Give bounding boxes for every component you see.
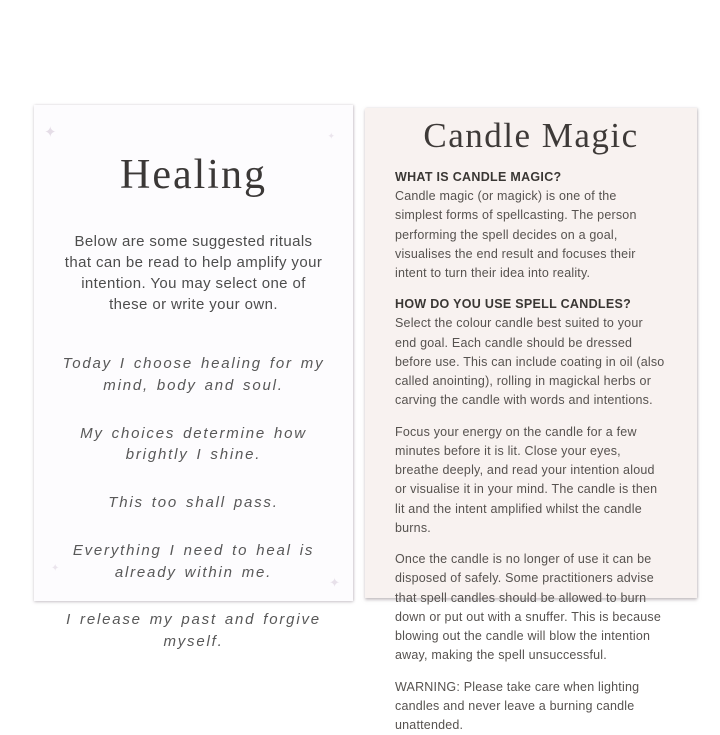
section-heading-how-to-use-spell-candles: HOW DO YOU USE SPELL CANDLES? [395, 297, 667, 311]
section-paragraph: Focus your energy on the candle for a few minutes before it is lit. Close your eyes, breathe deeply, and read your intention aloud or visualise it in your mind. The candle is then lit and the intent amplified whilst the candle burns. [395, 423, 667, 539]
section-paragraph: Candle magic (or magick) is one of the simplest forms of spellcasting. The person performing the spell decides on a goal, visualises the end result and focuses their intent to turn their idea into reality. [395, 187, 667, 283]
section-paragraph: Once the candle is no longer of use it can be disposed of safely. Some practitioners advise that spell candles should be allowed to burn down or put out with a snuffer. This is because blowing out the candle will blow the intention away, making the spell unsuccessful. [395, 550, 667, 666]
affirmation-2: My choices determine how brightly I shine. [60, 423, 327, 467]
affirmation-5: I release my past and forgive myself. [60, 609, 327, 653]
section-heading-what-is-candle-magic: WHAT IS CANDLE MAGIC? [395, 170, 667, 184]
candle-magic-card [365, 108, 697, 598]
warning-text: WARNING: Please take care when lighting candles and never leave a burning candle unattended. [395, 678, 667, 735]
affirmation-1: Today I choose healing for my mind, body and soul. [60, 353, 327, 397]
healing-card-intro: Below are some suggested rituals that can be read to help amplify your intention. You may select one of these or write your own. [60, 231, 327, 315]
sparkle-icon: ✦ [329, 575, 340, 591]
candle-magic-card-title: Candle Magic [395, 116, 667, 156]
affirmation-3: This too shall pass. [60, 492, 327, 514]
sparkle-icon: ✦ [44, 123, 57, 141]
healing-card [34, 105, 353, 601]
section-paragraph: Select the colour candle best suited to your end goal. Each candle should be dressed before use. This can include coating in oil (also called anointing), rolling in magickal herbs or carving the candle with words and intentions. [395, 314, 667, 410]
sparkle-icon: ✦ [327, 131, 335, 142]
affirmation-4: Everything I need to heal is already within me. [60, 540, 327, 584]
healing-card-title: Healing [60, 151, 327, 199]
sparkle-icon: ✦ [51, 563, 59, 574]
